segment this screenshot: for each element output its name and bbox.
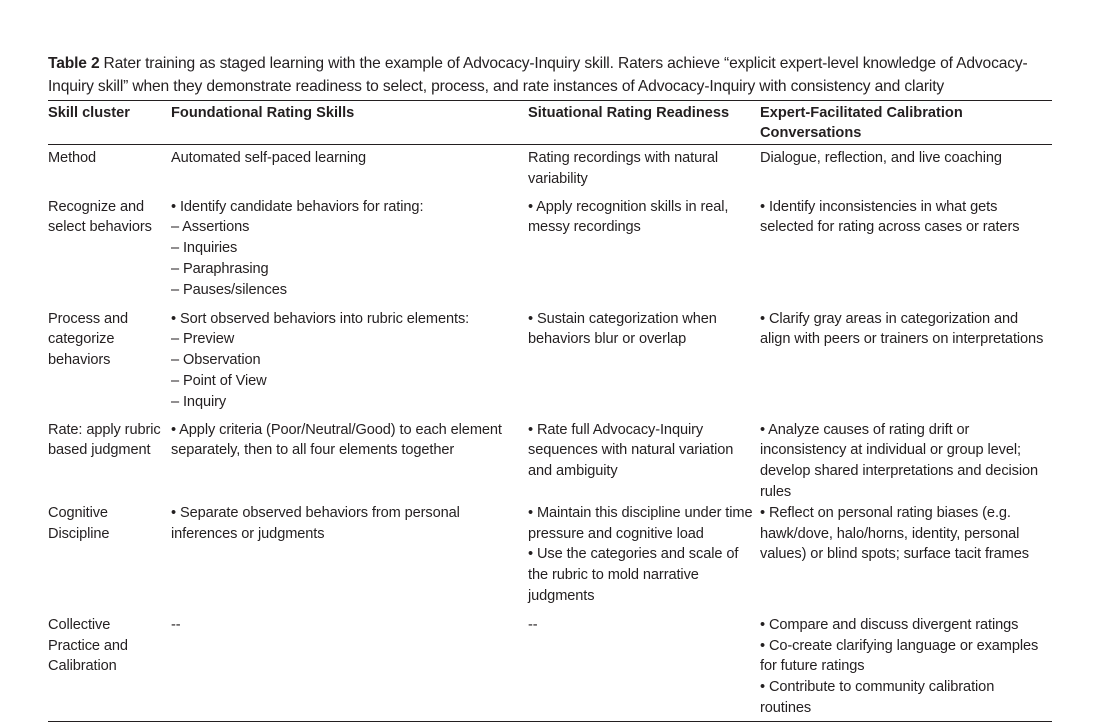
cell-line: -- <box>528 616 538 633</box>
table-row <box>48 305 1052 417</box>
table-header-row <box>48 101 1052 145</box>
cell-line: • Co-create clarifying language or examples for future ratings <box>760 637 1039 675</box>
cell-situational <box>528 503 760 611</box>
column-header-situational: Situational Rating Readiness <box>528 105 730 121</box>
cell-foundational <box>171 193 528 305</box>
cell-line: – Inquiry <box>171 393 227 410</box>
cell-line: • Sort observed behaviors into rubric elements: <box>171 310 470 327</box>
cell-line: • Separate observed behaviors from personal inferences or judgments <box>171 504 460 542</box>
cell-skill: Cognitive Discipline <box>48 504 110 542</box>
table-caption <box>48 52 1052 98</box>
cell-line: • Apply recognition skills in real, messy recordings <box>528 198 729 236</box>
cell-line: • Reflect on personal rating biases (e.g. hawk/dove, halo/horns, identity, personal values) or blind spots; surface tacit frames <box>760 504 1029 563</box>
cell-line: – Pauses/silences <box>171 281 287 298</box>
cell-line: • Clarify gray areas in categorization and align with peers or trainers on interpretations <box>760 310 1044 348</box>
cell-foundational <box>171 305 528 417</box>
cell-line: • Compare and discuss divergent ratings <box>760 616 1019 633</box>
cell-situational <box>528 611 760 721</box>
cell-line: • Maintain this discipline under time pressure and cognitive load <box>528 504 753 542</box>
cell-line: – Observation <box>171 352 261 369</box>
table-figure <box>48 52 1052 722</box>
cell-expert <box>760 611 1052 721</box>
table-row <box>48 417 1052 503</box>
cell-line: • Analyze causes of rating drift or inconsistency at individual or group level; develop shared interpretations and decision rules <box>760 421 1039 500</box>
cell-expert <box>760 417 1052 503</box>
cell-line: – Preview <box>171 331 235 348</box>
cell-foundational <box>171 417 528 503</box>
cell-skill: Process and categorize behaviors <box>48 310 129 369</box>
cell-situational <box>528 193 760 305</box>
cell-skill: Method <box>48 150 97 166</box>
column-header-skill-cluster: Skill cluster <box>48 105 130 121</box>
cell-line: – Point of View <box>171 372 267 389</box>
cell-expert <box>760 193 1052 305</box>
cell-expert <box>760 503 1052 611</box>
cell-foundational <box>171 145 528 193</box>
cell-foundational <box>171 611 528 721</box>
table-row <box>48 611 1052 721</box>
cell-expert <box>760 305 1052 417</box>
cell-line: • Identify candidate behaviors for rating: <box>171 198 424 215</box>
cell-line: • Rate full Advocacy-Inquiry sequences with natural variation and ambiguity <box>528 421 734 480</box>
cell-foundational <box>171 503 528 611</box>
cell-line: • Apply criteria (Poor/Neutral/Good) to each element separately, then to all four elements together <box>171 421 502 459</box>
cell-line: Rating recordings with natural variability <box>528 150 719 187</box>
table-caption-label: Table 2 <box>48 55 100 72</box>
column-header-foundational: Foundational Rating Skills <box>171 105 355 121</box>
cell-skill: Recognize and select behaviors <box>48 198 152 236</box>
cell-line: -- <box>171 616 181 633</box>
cell-situational <box>528 417 760 503</box>
cell-situational <box>528 145 760 193</box>
cell-line: • Identify inconsistencies in what gets selected for rating across cases or raters <box>760 198 1020 236</box>
cell-line: – Inquiries <box>171 240 238 257</box>
cell-expert <box>760 145 1052 193</box>
cell-line: Automated self-paced learning <box>171 150 367 166</box>
cell-line: – Paraphrasing <box>171 260 269 277</box>
cell-line: – Assertions <box>171 219 250 236</box>
cell-line: • Sustain categorization when behaviors blur or overlap <box>528 310 717 348</box>
cell-line: • Use the categories and scale of the rubric to mold narrative judgments <box>528 546 739 604</box>
column-header-expert: Expert-Facilitated Calibration Conversations <box>760 105 963 141</box>
cell-situational <box>528 305 760 417</box>
cell-line: • Contribute to community calibration routines <box>760 679 995 716</box>
table-row <box>48 503 1052 611</box>
data-table <box>48 100 1052 722</box>
table-caption-text: Rater training as staged learning with the example of Advocacy-Inquiry skill. Raters achieve “explicit expert-level knowledge of Advocacy-Inquiry skill” when they demonstrate readiness to select, process, and rate instances of Advocacy-Inquiry with consistency and clarity <box>48 55 1028 95</box>
cell-skill: Collective Practice and Calibration <box>48 616 128 675</box>
cell-skill: Rate: apply rubric based judgment <box>48 421 161 459</box>
table-row <box>48 193 1052 305</box>
cell-line: Dialogue, reflection, and live coaching <box>760 150 1002 166</box>
table-row <box>48 145 1052 193</box>
